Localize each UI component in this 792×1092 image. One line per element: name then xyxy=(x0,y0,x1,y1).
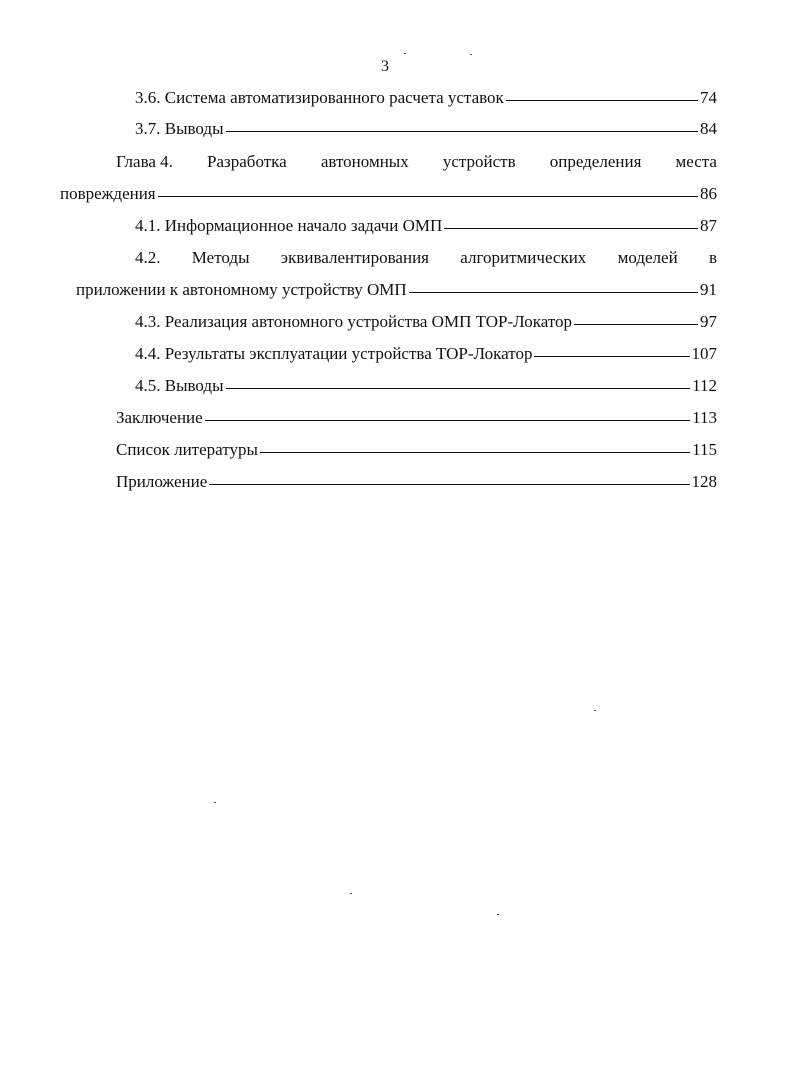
toc-leader xyxy=(205,420,690,421)
toc-leader xyxy=(534,356,689,357)
toc-entry-page: 112 xyxy=(692,376,717,395)
toc-leader xyxy=(226,388,691,389)
toc-word: эквивалентирования xyxy=(280,248,429,267)
toc-entry xyxy=(135,87,717,109)
toc-entry-page: 128 xyxy=(691,472,717,491)
toc-word: 4.2. xyxy=(135,248,161,267)
toc-entry xyxy=(135,118,717,140)
toc-leader xyxy=(409,292,698,293)
toc-word: определения xyxy=(549,152,642,171)
toc-word: моделей xyxy=(617,248,678,267)
toc-leader xyxy=(260,452,690,453)
toc-entry-heading-line xyxy=(116,151,717,173)
toc-entry-page: 86 xyxy=(700,184,717,203)
scan-speck xyxy=(350,893,352,894)
toc-entry-page: 87 xyxy=(700,216,717,235)
toc-entry-page: 113 xyxy=(692,408,717,427)
toc-word: места xyxy=(675,152,717,171)
toc-entry-label: 4.1. Информационное начало задачи ОМП xyxy=(135,216,443,235)
scan-speck xyxy=(594,710,596,711)
toc-leader xyxy=(209,484,689,485)
toc-word: Методы xyxy=(191,248,250,267)
scan-speck xyxy=(404,53,406,54)
toc-word: автономных xyxy=(320,152,409,171)
toc-word: Глава 4. xyxy=(116,152,173,171)
toc-entry-label: 4.3. Реализация автономного устройства ОМП ТОР-Локатор xyxy=(135,312,573,331)
toc-word: устройств xyxy=(442,152,516,171)
toc-leader xyxy=(444,228,698,229)
toc-entry-label: повреждения xyxy=(60,184,156,203)
toc-entry-label: Приложение xyxy=(116,472,208,491)
toc-word: в xyxy=(708,248,717,267)
toc-entry xyxy=(135,311,717,333)
toc-entry xyxy=(116,407,717,429)
toc-entry xyxy=(135,343,717,365)
scan-speck xyxy=(470,54,472,55)
toc-word: Разработка xyxy=(207,152,287,171)
toc-entry-label: 4.4. Результаты эксплуатации устройства ТОР-Локатор xyxy=(135,344,533,363)
toc-entry xyxy=(76,279,717,301)
toc-leader xyxy=(226,131,698,132)
toc-word: алгоритмических xyxy=(460,248,587,267)
toc-entry xyxy=(135,215,717,237)
toc-entry xyxy=(116,439,717,461)
toc-entry xyxy=(135,375,717,397)
toc-entry-page: 91 xyxy=(700,280,717,299)
toc-entry-page: 97 xyxy=(700,312,717,331)
toc-entry-page: 84 xyxy=(700,119,717,138)
toc-entry-label: 4.5. Выводы xyxy=(135,376,224,395)
toc-entry-page: 107 xyxy=(691,344,717,363)
toc-entry-page: 115 xyxy=(692,440,717,459)
toc-entry xyxy=(60,183,717,205)
toc-leader xyxy=(158,196,698,197)
toc-leader xyxy=(574,324,698,325)
toc-entry-label: Заключение xyxy=(116,408,203,427)
toc-leader xyxy=(506,100,698,101)
toc-entry-label: 3.6. Система автоматизированного расчета уставок xyxy=(135,88,504,107)
toc-entry-page: 74 xyxy=(700,88,717,107)
toc-entry-label: 3.7. Выводы xyxy=(135,119,224,138)
scan-speck xyxy=(497,914,499,915)
page-number: 3 xyxy=(381,58,389,75)
toc-entry-label: приложении к автономному устройству ОМП xyxy=(76,280,407,299)
toc-entry xyxy=(116,471,717,493)
toc-entry-heading-line xyxy=(135,247,717,269)
scan-speck xyxy=(214,802,216,803)
toc-entry-label: Список литературы xyxy=(116,440,258,459)
